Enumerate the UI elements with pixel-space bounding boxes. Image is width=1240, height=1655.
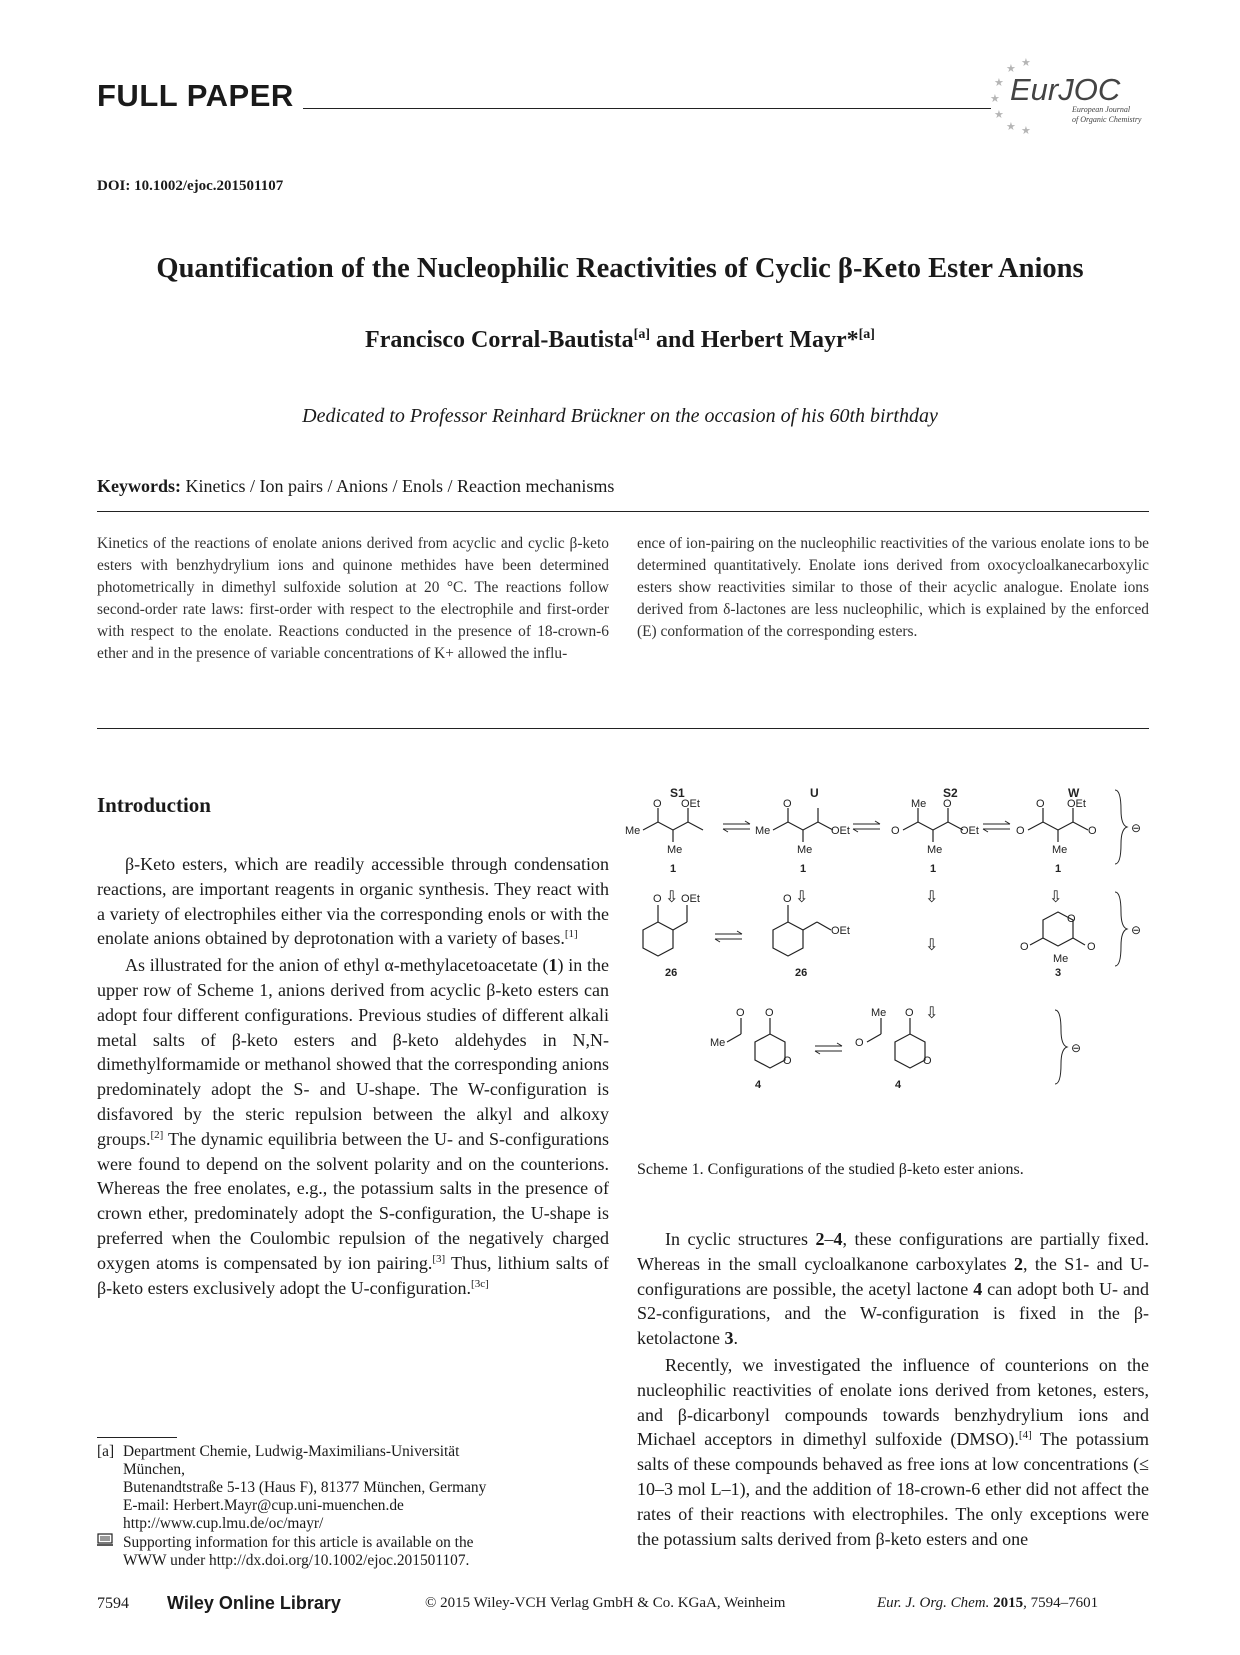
- logo-subtitle-2: of Organic Chemistry: [1072, 115, 1142, 124]
- section-label: FULL PAPER: [97, 78, 294, 113]
- keywords-list: Kinetics / Ion pairs / Anions / Enols / Reaction mechanisms: [181, 476, 615, 496]
- row-3-bonds: [727, 1018, 925, 1068]
- svg-text:★: ★: [1006, 62, 1016, 75]
- affiliation-mark: [a]: [633, 327, 650, 342]
- row-2-bonds: [643, 905, 1085, 956]
- svg-text:Me: Me: [911, 798, 927, 810]
- svg-text:O: O: [765, 1007, 774, 1019]
- charge-icon: ⊖: [1131, 923, 1142, 937]
- paragraph: In cyclic structures 2–4, these configurations are partially fixed. Whereas in the small cycloalkanone carboxylates 2, the S1- and U-configurations are possible, the acetyl lactone 4 can adopt both U- and S2-configurations, and the W-configuration is fixed in the β-ketolactone 3.: [637, 1229, 1149, 1349]
- svg-text:Me: Me: [927, 844, 943, 856]
- logo-text: EurJOC: [1010, 72, 1121, 107]
- svg-text:O: O: [905, 1007, 914, 1019]
- compound-label: 1: [800, 863, 807, 875]
- svg-text:O: O: [653, 798, 662, 810]
- row-3-compound-labels: [755, 1079, 902, 1091]
- svg-text:Me: Me: [1053, 953, 1069, 965]
- abstract-left: [97, 533, 609, 665]
- paragraph: As illustrated for the anion of ethyl α-methylacetoacetate (1) in the upper row of Scheme 1, anions derived from acyclic β-keto esters can adopt four different configurations. Previous studies of different alkali metal salts of β-keto esters and β-keto aldehydes in N,N-dimethylformamide or methanol showed that the corresponding anions predominately adopt the S- and U-shape. The W-configuration is disfavored by the steric repulsion between the alkyl and alkoxy groups.[2] The dynamic equilibria between the U- and S-configurations were found to depend on the solvent polarity and on the counterions. Whereas the free enolates, e.g., the potassium salts in the presence of crown ether, predominately adopt the S-configuration, the U-shape is preferred when the Coulombic repulsion of the negatively charged oxygen atoms is compensated by ion pairing.[3] Thus, lithium salts of β-keto esters exclusively adopt the U-configuration.[3c]: [97, 955, 609, 1298]
- authors: [60, 327, 1180, 354]
- svg-text:O: O: [891, 825, 900, 837]
- charge-icon: ⊖: [1071, 1041, 1082, 1055]
- row-1-compound-labels: [670, 863, 1061, 875]
- compound-label: 4: [755, 1079, 762, 1091]
- svg-text:O: O: [783, 893, 792, 905]
- equilibrium-arrows: [715, 931, 742, 942]
- abstract-right: [637, 533, 1149, 643]
- svg-text:⇩: ⇩: [925, 1005, 939, 1022]
- svg-text:O: O: [1020, 941, 1029, 953]
- paragraph: β-Keto esters, which are readily accessible through condensation reactions, are important reagents in organic synthesis. They react with a variety of electrophiles either via the corresponding enols or with the enolate anions obtained by deprotonation with a variety of bases.[1]: [97, 854, 609, 949]
- svg-text:★: ★: [994, 76, 1004, 89]
- scheme-caption: Scheme 1. Configurations of the studied β-keto ester anions.: [637, 1161, 1024, 1178]
- row-1-atoms: [625, 798, 1097, 856]
- author-email[interactable]: E-mail: Herbert.Mayr@cup.uni-muenchen.de: [123, 1497, 404, 1514]
- scheme-figure: [625, 780, 1165, 1140]
- svg-text:⇩: ⇩: [665, 889, 679, 906]
- svg-text:O: O: [855, 1037, 864, 1049]
- keywords: [97, 476, 614, 497]
- svg-text:⇩: ⇩: [925, 889, 939, 906]
- journal-logo: [988, 52, 1148, 136]
- introduction-text: [97, 852, 609, 1302]
- body-text-right: [637, 1227, 1149, 1553]
- computer-icon: [97, 1533, 123, 1552]
- svg-text:OEt: OEt: [681, 893, 700, 905]
- group-website-link[interactable]: http://www.cup.lmu.de/oc/mayr/: [123, 1515, 324, 1532]
- author-conjunction: and: [650, 327, 701, 353]
- row-2-compound-labels: [665, 967, 1061, 979]
- svg-text:★: ★: [1021, 56, 1031, 69]
- svg-text:★: ★: [990, 92, 1000, 105]
- svg-text:O: O: [943, 798, 952, 810]
- compound-label: 26: [665, 967, 678, 979]
- svg-text:O: O: [1036, 798, 1045, 810]
- row-3-atoms: [710, 1007, 932, 1067]
- column-label: W: [1068, 786, 1080, 800]
- wiley-online-library-logo[interactable]: Wiley Online Library: [167, 1593, 341, 1613]
- bracket: [1055, 1010, 1067, 1084]
- footnote-tag: [a]: [97, 1443, 115, 1460]
- svg-text:OEt: OEt: [831, 925, 850, 937]
- svg-text:Me: Me: [710, 1037, 726, 1049]
- paper-title: Quantification of the Nucleophilic Reactivities of Cyclic β-Keto Ester Anions: [156, 253, 1084, 284]
- footnote-rule: [97, 1437, 177, 1438]
- svg-text:Me: Me: [871, 1007, 887, 1019]
- svg-text:O: O: [923, 1055, 932, 1067]
- reference-mark[interactable]: [2]: [150, 1128, 164, 1141]
- down-arrows: [665, 889, 1062, 1022]
- row-2-atoms: [653, 893, 1096, 965]
- svg-text:O: O: [1087, 941, 1096, 953]
- compound-label: 26: [795, 967, 808, 979]
- svg-text:O: O: [1016, 825, 1025, 837]
- svg-text:⇩: ⇩: [925, 937, 939, 954]
- compound-label: 4: [895, 1079, 902, 1091]
- svg-text:O: O: [783, 1055, 792, 1067]
- svg-text:OEt: OEt: [960, 825, 979, 837]
- reference-mark[interactable]: [3c]: [471, 1277, 489, 1290]
- svg-text:OEt: OEt: [681, 798, 700, 810]
- keywords-label: Keywords:: [97, 476, 181, 496]
- logo-subtitle-1: European Journal: [1072, 105, 1131, 114]
- svg-text:★: ★: [994, 108, 1004, 121]
- compound-label: 1: [670, 863, 677, 875]
- copyright: © 2015 Wiley-VCH Verlag GmbH & Co. KGaA, Weinheim: [425, 1595, 786, 1611]
- paragraph: Recently, we investigated the influence of counterions on the nucleophilic reactivities of enolate ions derived from ketones, esters, and β-dicarbonyl compounds towards benzhydrylium ions and Michael acceptors in dimethyl sulfoxide (DMSO).[4] The potassium salts of these compounds behaved as free ions at low concentrations (≤ 10–3 mol L–1), and the addition of 18-crown-6 ether did not affect the rates of their reactions with electrophiles. The only exceptions were the potassium salts derived from β-keto esters and one: [637, 1354, 1149, 1549]
- reference-mark[interactable]: [4]: [1018, 1429, 1032, 1442]
- bracket: [1115, 790, 1127, 864]
- abstract-top-rule: [97, 511, 1149, 512]
- affiliation-mark: [a]: [858, 327, 875, 342]
- header-rule: [303, 108, 991, 109]
- svg-text:Me: Me: [797, 844, 813, 856]
- abstract-text: Kinetics of the reactions of enolate anions derived from acyclic and cyclic β-keto esters with benzhydrylium ions and quinone methides have been determined photometrically in dimethyl sulfoxide solution at 20 °C. The reactions follow second-order rate laws: first-order with respect to the electrophile and first-order with respect to the enolate. Reactions conducted in the presence of 18-crown-6 ether and in the presence of variable concentrations of K+ allowed the influ-: [97, 535, 609, 662]
- dedication: Dedicated to Professor Reinhard Brückner on the occasion of his 60th birthday: [302, 405, 938, 427]
- reference-mark[interactable]: [1]: [564, 928, 578, 941]
- svg-text:OEt: OEt: [831, 825, 850, 837]
- compound-label: 1: [1055, 863, 1062, 875]
- doi: DOI: 10.1002/ejoc.201501107: [97, 178, 284, 194]
- column-label: U: [810, 786, 819, 800]
- abstract-text: ence of ion-pairing on the nucleophilic reactivities of the various enolate ions to be determined quantitatively. Enolate ions derived from oxocycloalkanecarboxylic esters show reactivities similar to those of their acyclic analogue. Enolate ions derived from δ-lactones are less nucleophilic, which is explained by the enforced (E) conformation of the corresponding esters.: [637, 535, 1149, 640]
- author-1: Francisco Corral-Bautista: [365, 327, 634, 353]
- section-heading: Introduction: [97, 793, 211, 817]
- journal-citation: Eur. J. Org. Chem. 2015, 7594–7601: [877, 1595, 1099, 1611]
- column-label: S1: [670, 786, 685, 800]
- svg-text:OEt: OEt: [1067, 798, 1086, 810]
- svg-text:O: O: [653, 893, 662, 905]
- svg-text:Me: Me: [667, 844, 683, 856]
- affiliation-footnote: [a] Department Chemie, Ludwig-Maximilians-Universität München, Butenandtstraße 5-13 (Haus F), 81377 München, Germany E-mail: Herbert.Mayr@cup.uni-muenchen.de http://www.cup.lmu.de/oc/mayr/ Supporting information for this article is available on the WWW under http://dx.doi.org/10.1002/ejoc.201501107.: [97, 1443, 617, 1570]
- svg-text:O: O: [1067, 913, 1076, 925]
- svg-text:⇩: ⇩: [1049, 889, 1063, 906]
- svg-text:O: O: [783, 798, 792, 810]
- svg-text:Me: Me: [1052, 844, 1068, 856]
- bracket: [1115, 892, 1127, 966]
- svg-text:O: O: [736, 1007, 745, 1019]
- svg-text:⇩: ⇩: [795, 889, 809, 906]
- compound-label: 3: [1055, 967, 1062, 979]
- compound-label: 1: [930, 863, 937, 875]
- svg-text:★: ★: [1006, 120, 1016, 133]
- column-labels: [670, 786, 1080, 800]
- svg-text:★: ★: [1021, 124, 1031, 136]
- svg-text:Me: Me: [755, 825, 771, 837]
- column-label: S2: [943, 786, 958, 800]
- page-number: 7594: [97, 1595, 129, 1612]
- charge-icon: ⊖: [1131, 821, 1142, 835]
- equilibrium-arrows: [815, 1043, 842, 1054]
- abstract-bottom-rule: [97, 728, 1149, 729]
- reference-mark[interactable]: [3]: [432, 1252, 446, 1265]
- author-2: Herbert Mayr*: [700, 327, 859, 353]
- supporting-info-link[interactable]: WWW under http://dx.doi.org/10.1002/ejoc.201501107.: [123, 1552, 470, 1569]
- svg-text:O: O: [1088, 825, 1097, 837]
- svg-text:Me: Me: [625, 825, 641, 837]
